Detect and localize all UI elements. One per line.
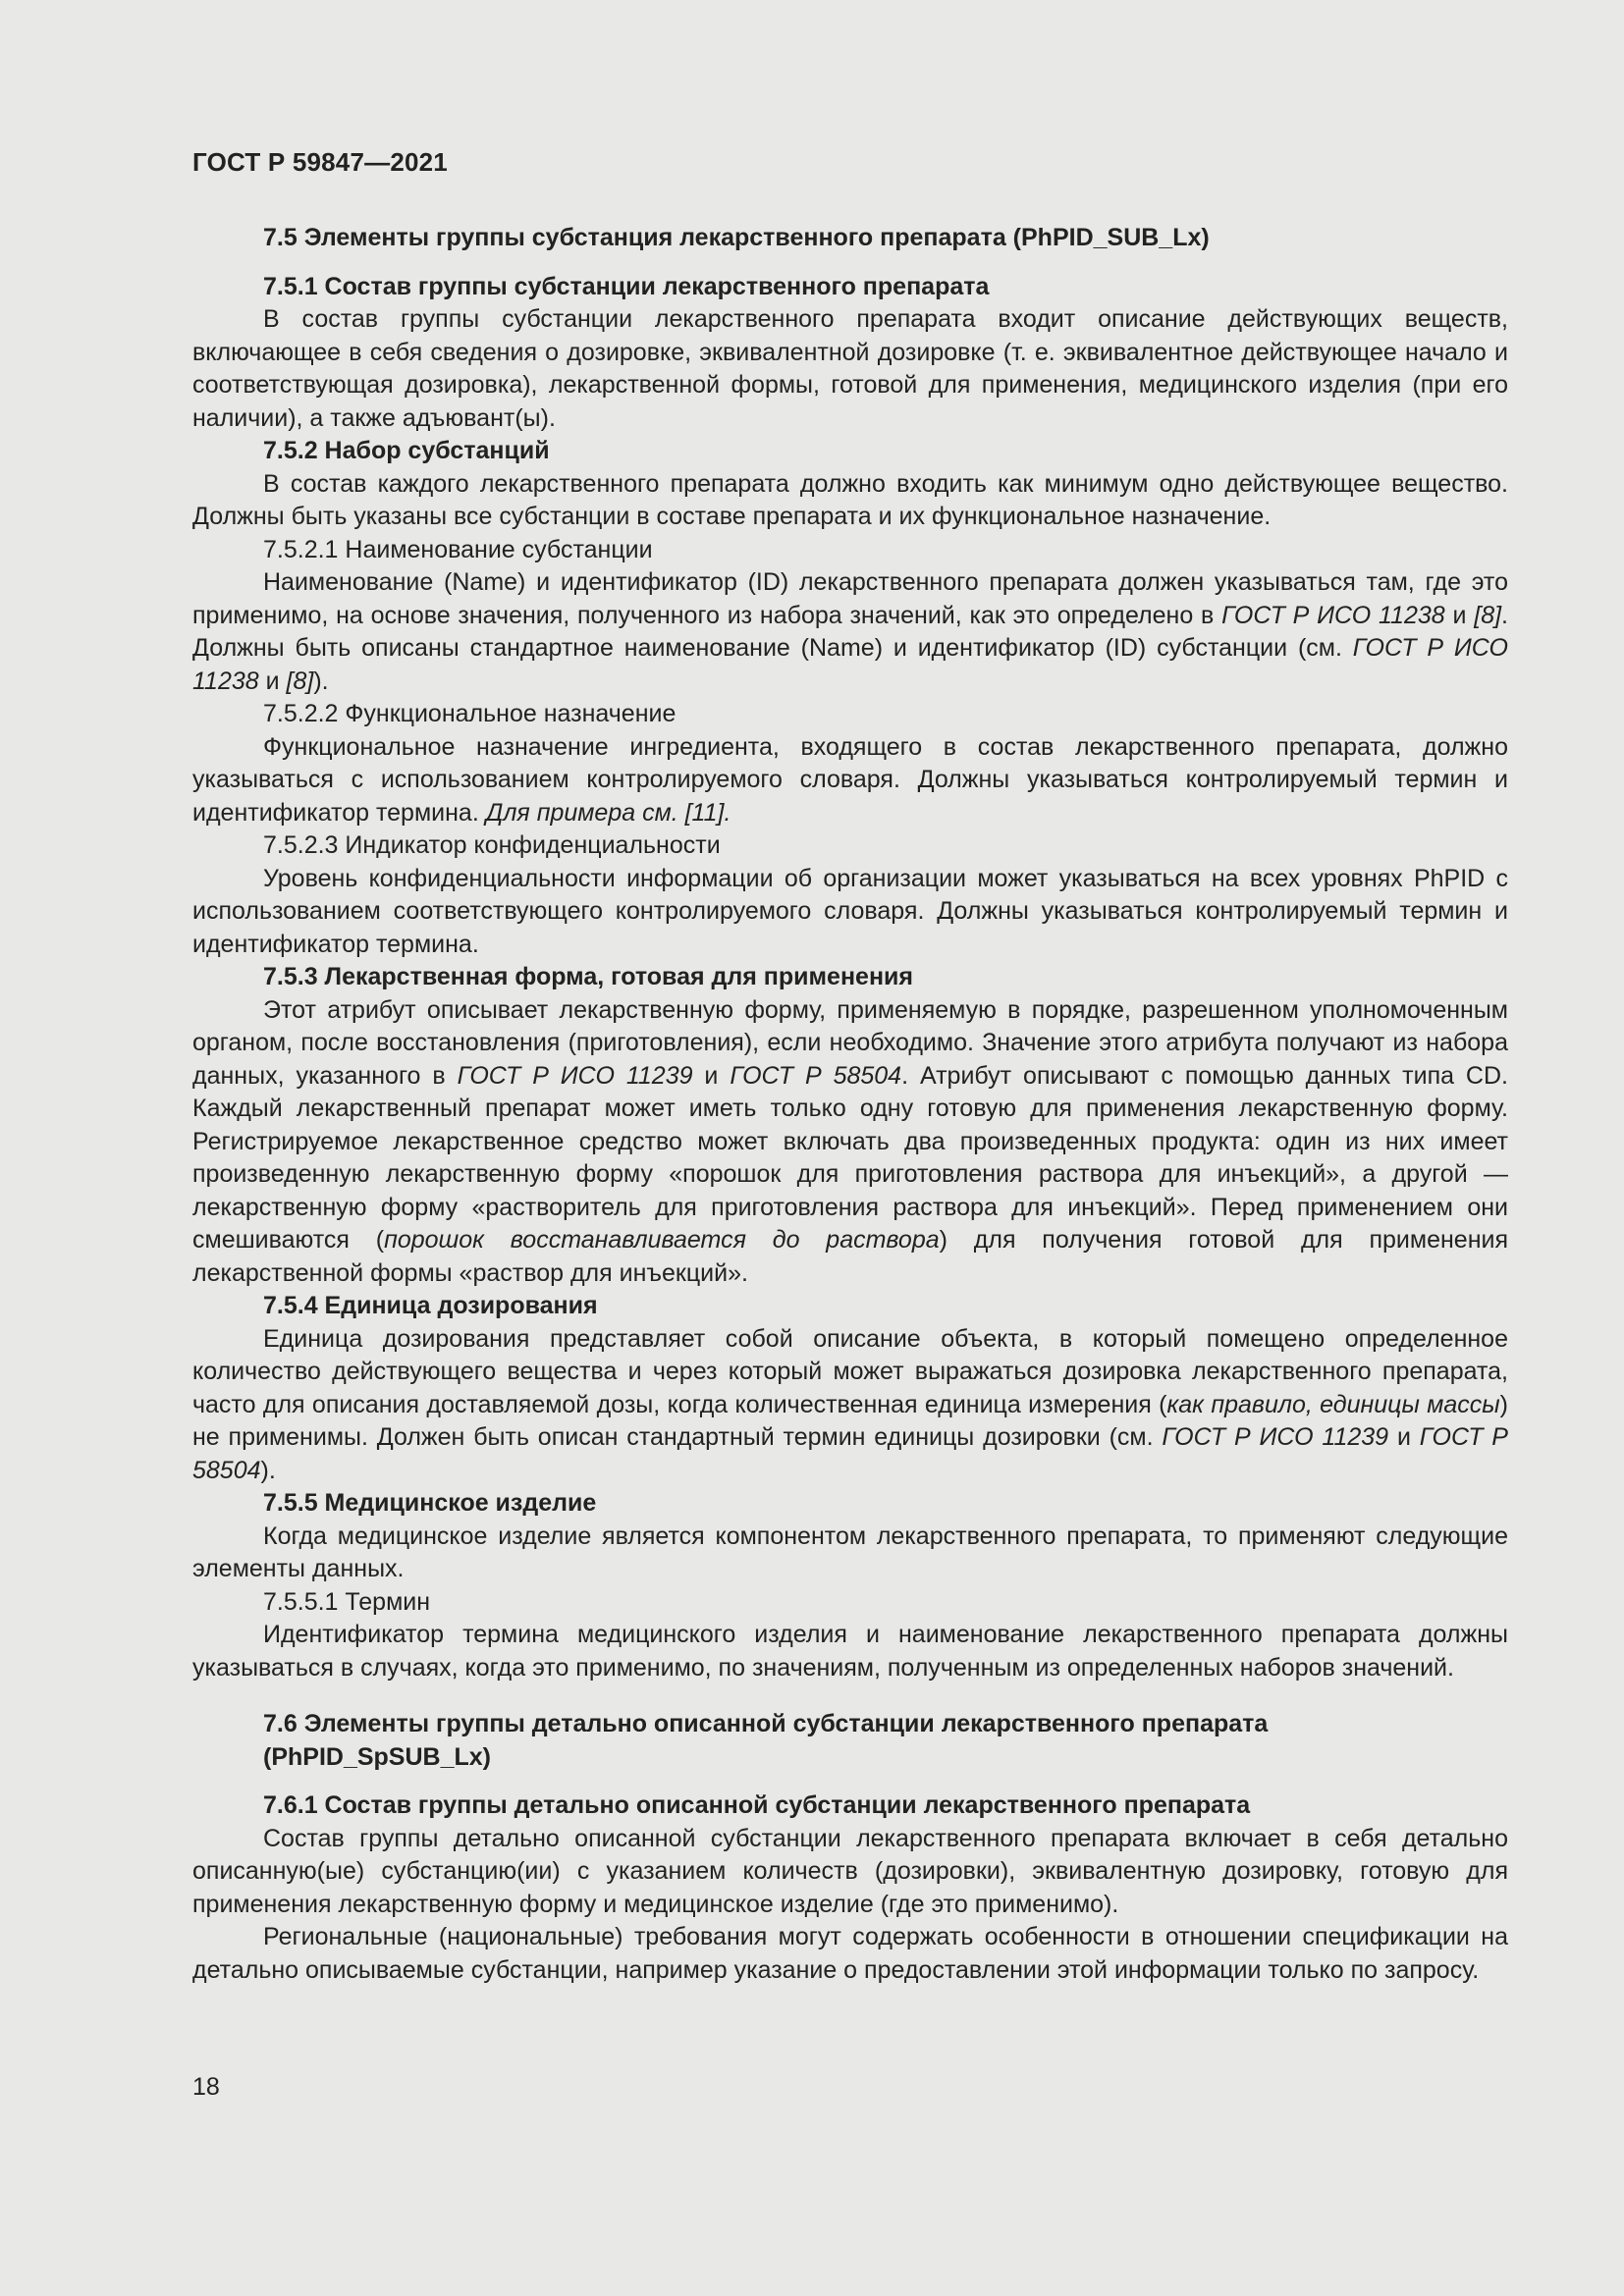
section-7-5-5-1-text: Идентификатор термина медицинского изделия и наименование лекарственного препарата должны указываться в случаях, когда это применимо, по значениям, полученным из определенных наборов значений. (192, 1621, 1508, 1682)
section-7-5-2-3-heading: 7.5.2.3 Индикатор конфиденциальности (263, 831, 721, 859)
section-7-5-2-heading: 7.5.2 Набор субстанций (263, 437, 550, 464)
section-7-6-heading-line2: (PhPID_SpSUB_Lx) (263, 1742, 491, 1771)
section-7-5-2-text: В состав каждого лекарственного препарата должно входить как минимум одно действующее вещество. Должны быть указаны все субстанции в составе препарата и их функциональное назначение. (192, 469, 1508, 530)
section-7-5-1-text: В состав группы субстанции лекарственного препарата входит описание действующих веществ, включающее в себя сведения о дозировке, эквивалентной дозировке (т. е. эквивалентное действующее начало и соответствующая дозировка), лекарственной формы, готовой для применения, медицинского изделия (при его наличии), а также адъювант(ы). (192, 305, 1508, 432)
section-7-5-5-heading: 7.5.5 Медицинское изделие (263, 1489, 597, 1517)
section-7-6-1-heading: 7.6.1 Состав группы детально описанной субстанции лекарственного препарата (263, 1791, 1251, 1819)
section-7-6-1-text-2: Региональные (национальные) требования могут содержать особенности в отношении спецификации на детально описываемые субстанции, например указание о предоставлении этой информации только по запросу. (192, 1923, 1508, 1984)
section-7-5-4-text: Единица дозирования представляет собой описание объекта, в который помещено определенное количество действующего вещества и через который может выражаться дозировка лекарственного препарата, часто для описания доставляемой дозы, когда количественная единица измерения (как правило, единицы массы) не применимы. Должен быть описан стандартный термин единицы дозировки (см. ГОСТ Р ИСО 11239 и ГОСТ Р 58504). (192, 1324, 1508, 1484)
section-7-6-1-text-1: Состав группы детально описанной субстанции лекарственного препарата включает в себя детально описанную(ые) субстанцию(ии) с указанием количеств (дозировки), эквивалентную дозировку, готовую для применения лекарственную форму и медицинское изделие (где это применимо). (192, 1824, 1508, 1918)
section-7-5-2-3-text: Уровень конфиденциальности информации об организации может указываться на всех уровнях PhPID с использованием соответствующего контролируемого словаря. Должны указываться контролируемый термин и идентификатор термина. (192, 864, 1508, 958)
section-7-5-4-heading: 7.5.4 Единица дозирования (263, 1292, 598, 1319)
section-7-5-5-1-heading: 7.5.5.1 Термин (263, 1587, 431, 1616)
section-7-5-2-1-heading: 7.5.2.1 Наименование субстанции (263, 535, 653, 563)
section-7-5-heading: 7.5 Элементы группы субстанция лекарственного препарата (PhPID_SUB_Lx) (263, 224, 1210, 251)
section-7-5-2-1-text: Наименование (Name) и идентификатор (ID) лекарственного препарата должен указываться там, где это применимо, на основе значения, полученного из набора значений, как это определено в ГОСТ Р ИСО 11238 и [8]. Должны быть описаны стандартное наименование (Name) и идентификатор (ID) субстанции (см. ГОСТ Р ИСО 11238 и [8]). (192, 568, 1508, 695)
section-7-5-2-2-heading: 7.5.2.2 Функциональное назначение (263, 700, 677, 727)
document-id-header: ГОСТ Р 59847—2021 (192, 147, 448, 177)
page-number: 18 (192, 2073, 220, 2101)
section-7-6-heading-line1: 7.6 Элементы группы детально описанной субстанции лекарственного препарата (263, 1710, 1269, 1737)
section-7-5-3-text: Этот атрибут описывает лекарственную форму, применяемую в порядке, разрешенном уполномоченным органом, после восстановления (приготовления), если необходимо. Значение этого атрибута получают из набора данных, указанного в ГОСТ Р ИСО 11239 и ГОСТ Р 58504. Атрибут описывают с помощью данных типа CD. Каждый лекарственный препарат может иметь только одну готовую для применения лекарственную форму. Регистрируемое лекарственное средство может включать два произведенных продукта: один из них имеет произведенную лекарственную форму «порошок для приготовления раствора для инъекций», а другой — лекарственную форму «растворитель для приготовления раствора для инъекций». Перед применением они смешиваются (порошок восстанавливается до раствора) для получения готовой для применения лекарственной формы «раствор для инъекций». (192, 995, 1509, 1287)
section-7-5-1-heading: 7.5.1 Состав группы субстанции лекарственного препарата (263, 272, 990, 300)
section-7-5-2-2-text: Функциональное назначение ингредиента, входящего в состав лекарственного препарата, должно указываться с использованием контролируемого словаря. Должны указываться контролируемый термин и идентификатор термина. Для примера см. [11]. (192, 732, 1508, 827)
page-content (192, 222, 1508, 1987)
section-7-5-5-text: Когда медицинское изделие является компонентом лекарственного препарата, то применяют следующие элементы данных. (192, 1522, 1508, 1582)
section-7-5-3-heading: 7.5.3 Лекарственная форма, готовая для применения (263, 963, 913, 990)
